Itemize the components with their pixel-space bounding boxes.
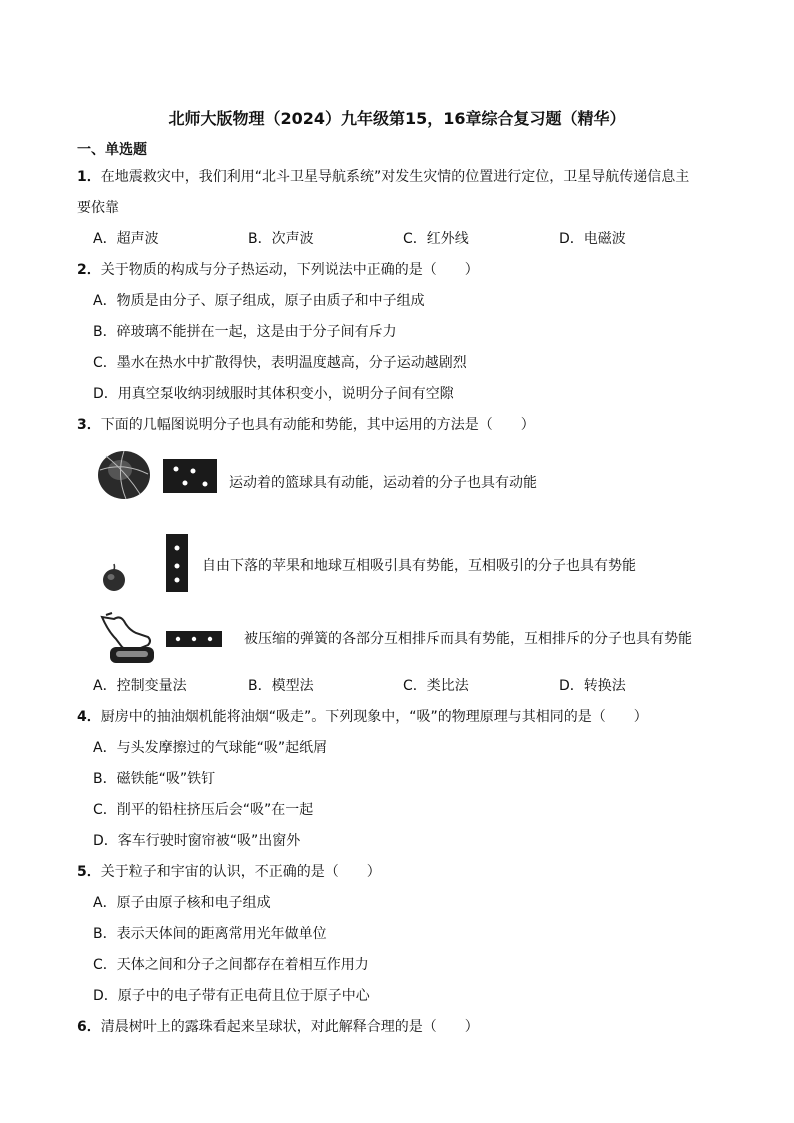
question-1-stem [77,166,689,186]
basketball-icon [96,448,152,500]
question-text: 在地震救灾中，我们利用“北斗卫星导航系统”对发生灾情的位置进行定位，卫星导航传递信息主 [100,169,690,185]
question-number: 1． [77,169,101,185]
question-number: 4． [77,709,101,725]
option-b: B．模型法 [248,678,314,694]
option-b: B．次声波 [248,231,314,247]
question-3-stem [77,414,535,434]
option-c: C．天体之间和分子之间都存在着相互作用力 [93,957,369,973]
question-number: 5． [77,864,101,880]
option-a: A．原子由原子核和电子组成 [93,895,271,911]
option-d: D．原子中的电子带有正电荷且位于原子中心 [93,988,370,1004]
section-heading: 一、单选题 [77,142,147,158]
question-4-stem [77,706,648,726]
option-b: B．表示天体间的距离常用光年做单位 [93,926,327,942]
figure-caption-attraction: 自由下落的苹果和地球互相吸引具有势能，互相吸引的分子也具有势能 [202,558,636,574]
option-a: A．与头发摩擦过的气球能“吸”起纸屑 [93,740,328,756]
question-2-stem [77,259,479,279]
repelling-molecules-icon [166,631,222,647]
figure-caption-repulsion: 被压缩的弹簧的各部分互相排斥而具有势能，互相排斥的分子也具有势能 [244,631,692,647]
question-text: 下面的几幅图说明分子也具有动能和势能，其中运用的方法是（ ） [100,417,535,433]
question-6-stem [77,1016,479,1036]
question-number: 3． [77,417,101,433]
option-a: A．超声波 [93,231,159,247]
question-text: 关于物质的构成与分子热运动，下列说法中正确的是（ ） [100,262,479,278]
figure-caption-kinetic: 运动着的篮球具有动能，运动着的分子也具有动能 [229,475,537,491]
page-title: 北师大版物理（2024）九年级第15，16章综合复习题（精华） [168,109,626,128]
option-b: B．碎玻璃不能拼在一起，这是由于分子间有斥力 [93,324,397,340]
moving-molecules-icon [163,459,217,493]
option-c: C．墨水在热水中扩散得快，表明温度越高，分子运动越剧烈 [93,355,467,371]
option-d: D．客车行驶时窗帘被“吸”出窗外 [93,833,301,849]
option-a: A．控制变量法 [93,678,187,694]
option-b: B．磁铁能“吸”铁钉 [93,771,216,787]
question-1-stem-cont: 要依靠 [77,200,119,216]
question-number: 6． [77,1019,101,1035]
question-text: 关于粒子和宇宙的认识，不正确的是（ ） [100,864,381,880]
question-5-stem [77,861,381,881]
option-c: C．类比法 [403,678,469,694]
option-c: C．削平的铅柱挤压后会“吸”在一起 [93,802,314,818]
option-c: C．红外线 [403,231,469,247]
option-d: D．电磁波 [559,231,626,247]
hand-spring-icon [98,611,160,667]
question-number: 2． [77,262,101,278]
option-a: A．物质是由分子、原子组成，原子由质子和中子组成 [93,293,425,309]
option-d: D．用真空泵收纳羽绒服时其体积变小，说明分子间有空隙 [93,386,454,402]
option-d: D．转换法 [559,678,626,694]
question-text: 清晨树叶上的露珠看起来呈球状，对此解释合理的是（ ） [100,1019,479,1035]
apple-icon [101,562,127,592]
question-text: 厨房中的抽油烟机能将油烟“吸走”。下列现象中，“吸”的物理原理与其相同的是（ ） [100,709,648,725]
attracting-molecules-icon [166,534,188,592]
